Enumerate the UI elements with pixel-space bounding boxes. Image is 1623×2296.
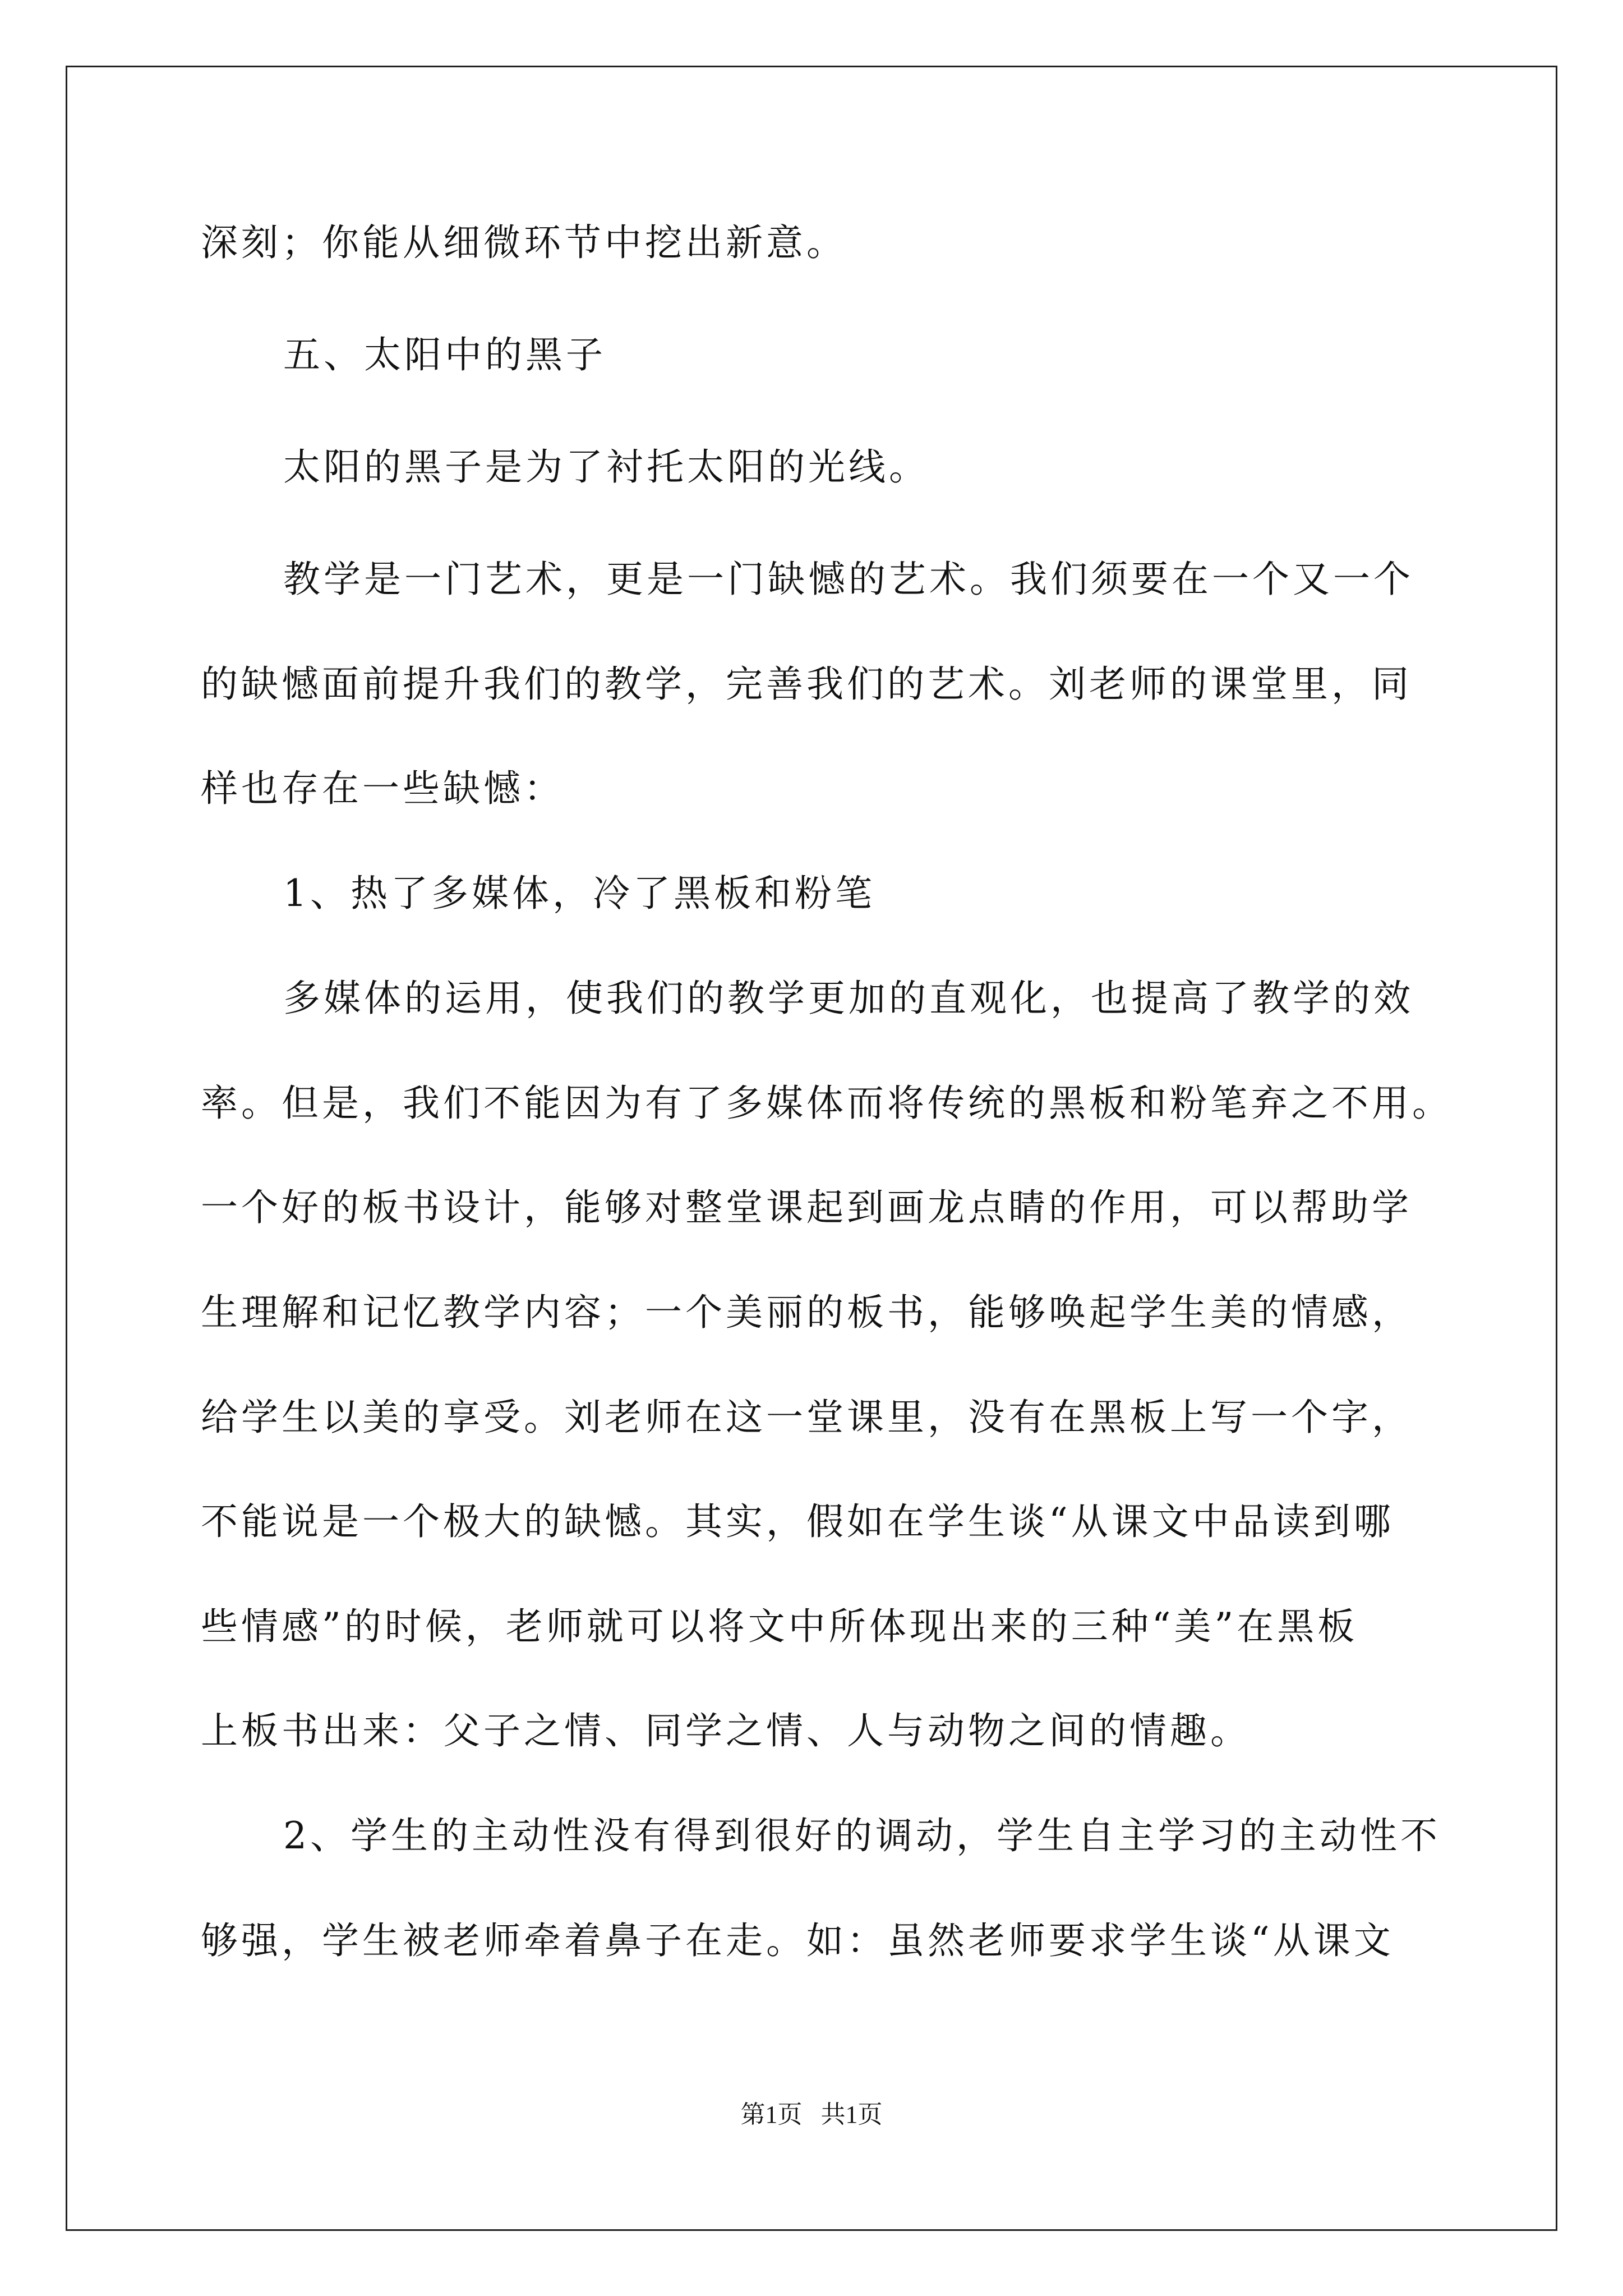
text-line: 的缺憾面前提升我们的教学，完善我们的艺术。刘老师的课堂里，同 — [201, 662, 1412, 706]
text-line: 太阳的黑子是为了衬托太阳的光线。 — [283, 445, 929, 489]
text-line: 教学是一门艺术，更是一门缺憾的艺术。我们须要在一个又一个 — [283, 558, 1414, 601]
text-line: 生理解和记忆教学内容；一个美丽的板书，能够唤起学生美的情感， — [201, 1291, 1412, 1334]
page-footer: 第1页 共1页 — [740, 2101, 883, 2128]
text-line: 不能说是一个极大的缺憾。其实，假如在学生谈“从课文中品读到哪 — [201, 1500, 1394, 1543]
text-line: 率。但是，我们不能因为有了多媒体而将传统的黑板和粉笔弃之不用。 — [201, 1082, 1453, 1125]
text-line: 够强，学生被老师牵着鼻子在走。如：虽然老师要求学生谈“从课文 — [201, 1919, 1394, 1962]
list-item-heading: 2、学生的主动性没有得到很好的调动，学生自主学习的主动性不 — [283, 1814, 1441, 1857]
text-line: 样也存在一些缺憾： — [201, 767, 564, 810]
text-line: 给学生以美的享受。刘老师在这一堂课里，没有在黑板上写一个字， — [201, 1396, 1412, 1439]
text-line: 些情感”的时候，老师就可以将文中所体现出来的三种“美”在黑板 — [201, 1605, 1358, 1648]
text-line: 多媒体的运用，使我们的教学更加的直观化，也提高了教学的效 — [283, 977, 1414, 1020]
section-heading: 五、太阳中的黑子 — [283, 333, 606, 376]
page-border — [66, 66, 1557, 2231]
list-item-heading: 1、热了多媒体，冷了黑板和粉笔 — [283, 872, 875, 915]
text-line: 上板书出来：父子之情、同学之情、人与动物之间的情趣。 — [201, 1709, 1251, 1752]
text-line: 一个好的板书设计，能够对整堂课起到画龙点睛的作用，可以帮助学 — [201, 1186, 1412, 1229]
text-line: 深刻；你能从细微环节中挖出新意。 — [201, 221, 847, 264]
